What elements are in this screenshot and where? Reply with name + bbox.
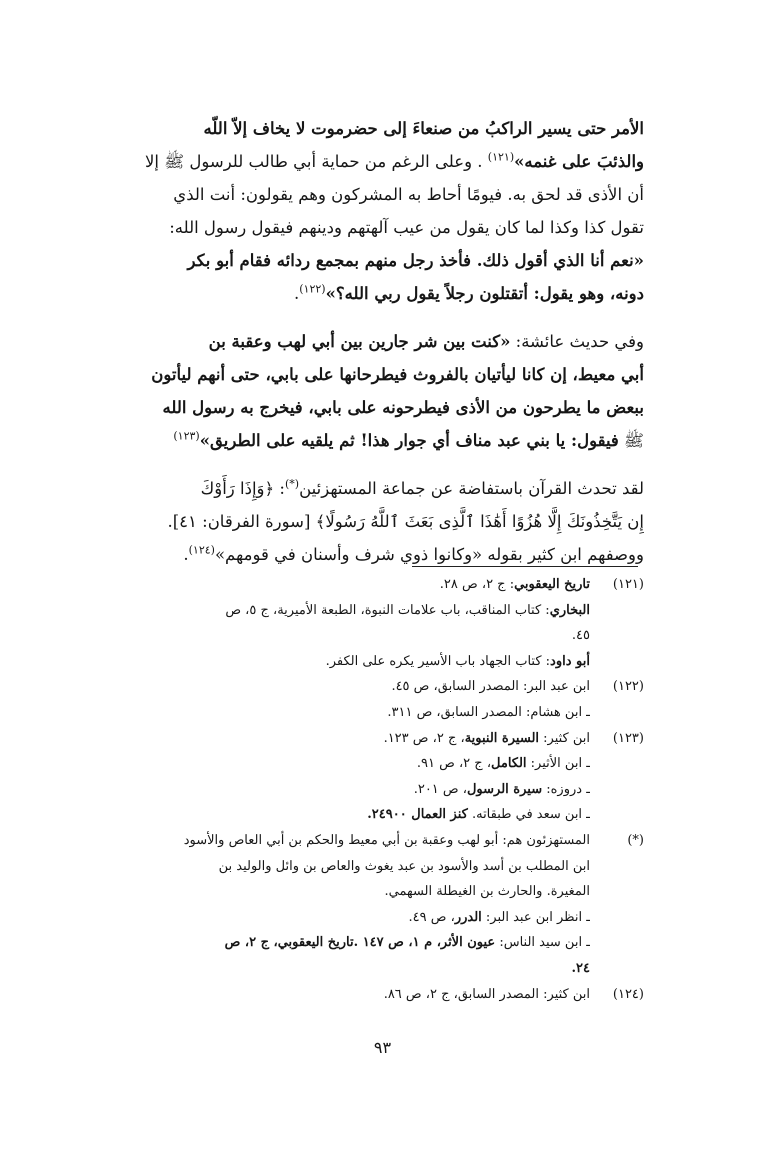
footnote-reference: (١٢٤)	[188, 543, 215, 557]
text-run: . وعلى الرغم من حماية أبي طالب للرسول ﷺ إلا	[144, 152, 488, 171]
text-run: : كتاب الجهاد باب الأسير يكره على الكفر.	[325, 653, 551, 669]
text-run: ابن المطلب بن أسد والأسود بن عبد يغوث والعاص بن وائل والوليد بن	[218, 858, 590, 874]
paragraph-line	[118, 424, 644, 457]
footnote-text	[118, 649, 590, 675]
paragraph-line	[118, 145, 644, 178]
text-run: عيون الأثر، م ١، ص ١٤٧ .تاريخ اليعقوبي، ج ٢، ص	[224, 935, 496, 951]
text-run: ببعض ما يطرحون من الأذى فيطرحونه على بابي، فيخرج به رسول الله	[162, 398, 644, 417]
footnote-entry	[118, 828, 644, 905]
text-run: ـ دروزه:	[542, 781, 590, 797]
text-run: وفي حديث عائشة:	[510, 332, 644, 351]
paragraph	[118, 112, 644, 310]
footnote-reference: (١٢٣)	[173, 429, 200, 443]
text-run: إِن يَتَّخِذُونَكَ إِلَّا هُزُوًا أَهَٰذَا ٱلَّذِى بَعَثَ ٱللَّهُ رَسُولًا﴾ [سورة الفرقان: ٤١].	[167, 512, 644, 531]
footnote-entry	[118, 930, 644, 981]
text-run: ، ج ٢، ص ٩١.	[416, 756, 492, 772]
text-run: ابن كثير:	[539, 730, 590, 746]
text-run: أن الأذى قد لحق به. فيومًا أحاط به المشركون وهم يقولون: أنت الذي	[173, 185, 644, 204]
footnote-line	[118, 726, 590, 752]
footnote-number: (*)	[627, 832, 644, 848]
footnote-text	[118, 777, 590, 803]
footnote-reference: (١٢٢)	[299, 282, 326, 296]
footnote-line	[118, 623, 590, 649]
paragraph-line	[118, 358, 644, 391]
text-run: أتقتلون رجلاً يقول ربي الله؟»	[325, 284, 528, 303]
footnote-line	[118, 930, 590, 956]
footnote-number: (١٢٤)	[612, 986, 644, 1002]
footnote-line	[118, 572, 590, 598]
paragraph-line	[118, 211, 644, 244]
footnote-text	[118, 726, 590, 752]
paragraph-line	[118, 178, 644, 211]
footnote-entry	[118, 649, 644, 675]
text-run: «كنت بين شر جارين بين أبي لهب وعقبة بن	[208, 332, 511, 351]
text-run: السيرة النبوية	[464, 730, 540, 746]
text-run: لقد تحدث القرآن باستفاضة عن جماعة المستهزئين	[299, 479, 644, 498]
text-run: : كتاب المناقب، باب علامات النبوة، الطبعة الأميرية، ج ٥، ص	[225, 602, 550, 618]
footnote-entry	[118, 802, 644, 828]
footnote-text	[118, 982, 590, 1008]
text-run: تقول كذا وكذا لما كان يقول من عيب آلهتهم ودينهم فيقول رسول الله:	[169, 218, 644, 237]
paragraph	[118, 325, 644, 457]
footnote-text	[118, 700, 590, 726]
text-run: «نعم أنا الذي أقول ذلك. فأخذ رجل منهم بمجمع ردائه فقام أبو بكر	[187, 251, 644, 270]
footnote-entry	[118, 598, 644, 649]
footnote-line	[118, 674, 590, 700]
footnote-entry	[118, 777, 644, 803]
text-run: ٤٥.	[571, 628, 590, 644]
text-run: كنز العمال ٢٤٩٠٠.	[367, 807, 468, 823]
text-run: .	[183, 545, 189, 564]
text-run: ابن كثير: المصدر السابق، ج ٢، ص ٨٦.	[383, 986, 590, 1002]
paragraph-line	[118, 244, 644, 277]
footnote-line	[118, 982, 590, 1008]
paragraph	[118, 472, 644, 571]
page-number: ٩٣	[373, 1038, 392, 1057]
text-run: ﷺ	[618, 431, 644, 450]
footnote-entry	[118, 572, 644, 598]
footnote-line	[118, 905, 590, 931]
footnote-entry	[118, 982, 644, 1008]
text-run: .	[294, 284, 300, 303]
text-run: ـ ابن الأثير:	[526, 756, 590, 772]
footnote-text	[118, 930, 590, 981]
footnote-reference: (١٢١)	[487, 150, 515, 164]
text-run: ـ ابن سعد في طبقاته.	[467, 807, 590, 823]
paragraph-line	[118, 325, 644, 358]
text-run: فيقول: يا بني عبد مناف أي جوار هذا! ثم يلقيه على الطريق»	[199, 431, 619, 450]
footnote-entry	[118, 726, 644, 752]
footnote-entry	[118, 751, 644, 777]
text-run: ـ ابن هشام: المصدر السابق، ص ٣١١.	[387, 704, 590, 720]
text-run: سيرة الرسول	[466, 781, 543, 797]
footnote-line	[118, 777, 590, 803]
footnote-line	[118, 854, 590, 880]
text-run: الأمر حتى يسير الراكبُ من صنعاءَ إلى حضرموت لا يخاف إلاّ اللّه	[203, 119, 644, 138]
footnote-line	[118, 751, 590, 777]
footnote-text	[118, 572, 590, 598]
footnote-text	[118, 802, 590, 828]
footnote-text	[118, 674, 590, 700]
text-run: المغيرة. والحارث بن الغيطلة السهمي.	[384, 884, 590, 900]
paragraph-line	[118, 277, 644, 310]
text-run: والذئبَ على غنمه»	[514, 152, 644, 171]
footnote-text	[118, 828, 590, 905]
footnote-text	[118, 751, 590, 777]
footnote-line	[118, 802, 590, 828]
footnote-line	[118, 879, 590, 905]
paragraph-line	[118, 391, 644, 424]
text-run: ، ج ٢، ص ١٢٣.	[383, 730, 465, 746]
footnote-line	[118, 649, 590, 675]
footnote-divider	[412, 566, 638, 567]
text-run: دونه، وهو يقول:	[527, 284, 644, 303]
text-run: أبي معيط، إن كانا ليأتيان بالفروث فيطرحانها على بابي، حتى أنهم ليأتون	[151, 365, 644, 384]
text-run: المستهزئون هم: أبو لهب وعقبة بن أبي معيط والحكم بن أبي العاص والأسود	[183, 832, 590, 848]
footnote-text	[118, 598, 590, 649]
text-run: : ج ٢، ص ٢٨.	[439, 577, 515, 592]
text-run: : ﴿وَإِذَا رَأَوْكَ	[200, 479, 285, 498]
text-run: البخاري	[549, 602, 590, 618]
text-run: الدرر	[454, 909, 482, 925]
paragraph-line	[118, 472, 644, 505]
footnote-line	[118, 700, 590, 726]
text-run: ، ص ٤٩.	[408, 909, 455, 925]
footnote-entry	[118, 674, 644, 700]
footnote-number: (١٢٣)	[612, 730, 644, 746]
footnotes	[118, 572, 644, 1007]
footnote-line	[118, 598, 590, 624]
main-text	[118, 112, 644, 571]
footnote-entry	[118, 905, 644, 931]
text-run: أبو داود	[550, 653, 590, 669]
text-run: ووصفهم ابن كثير بقوله «وكانوا ذوي شرف وأسنان في قومهم»	[214, 545, 644, 564]
text-run: ـ ابن سيد الناس:	[495, 935, 590, 951]
text-run: ـ انظر ابن عبد البر:	[481, 909, 590, 925]
footnote-line	[118, 828, 590, 854]
paragraph-line	[118, 505, 644, 538]
text-run: ، ص ٢٠١.	[413, 781, 467, 797]
footnote-text	[118, 905, 590, 931]
footnote-number: (١٢١)	[612, 577, 644, 592]
text-run: ٢٤.	[571, 960, 590, 976]
footnote-number: (١٢٢)	[612, 679, 644, 695]
footnote-reference: (*)	[284, 477, 300, 491]
text-run: الكامل	[491, 756, 527, 772]
text-run: ابن عبد البر: المصدر السابق، ص ٤٥.	[391, 679, 590, 695]
footnote-entry	[118, 700, 644, 726]
text-run: تاريخ اليعقوبي	[514, 577, 590, 592]
footnote-line	[118, 956, 590, 982]
paragraph-line	[118, 112, 644, 145]
